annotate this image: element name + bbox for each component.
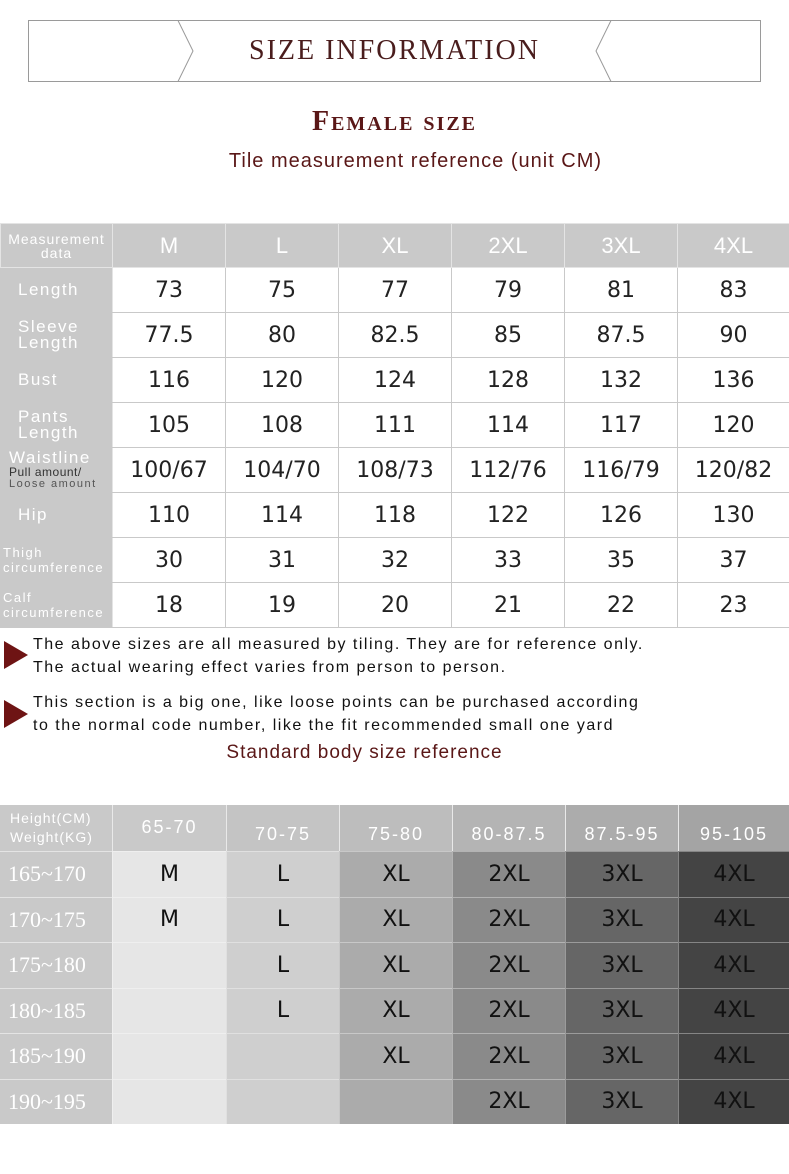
value-cell: 104/70 <box>226 448 339 493</box>
value-cell: 122 <box>452 493 565 538</box>
size-chart-cell: M <box>112 897 226 943</box>
size-chart-cell <box>226 1079 339 1125</box>
value-cell: 90 <box>678 313 789 358</box>
size-chart-cell: M <box>112 851 226 897</box>
value-cell: 32 <box>339 538 452 583</box>
value-cell: 130 <box>678 493 789 538</box>
value-cell: 124 <box>339 358 452 403</box>
size-information-banner <box>28 20 761 82</box>
value-cell: 126 <box>565 493 678 538</box>
size-chart-cell: L <box>226 942 339 988</box>
measurement-header-row <box>1 224 789 268</box>
value-cell: 80 <box>226 313 339 358</box>
row-label: Calf circumference <box>1 583 113 628</box>
note-line: The above sizes are all measured by tiling. They are for reference only. <box>33 636 644 653</box>
size-header: L <box>226 224 339 268</box>
value-cell: 118 <box>339 493 452 538</box>
size-chart-cell: 4XL <box>678 1079 789 1125</box>
height-row-header: 165~170 <box>0 851 112 897</box>
measurement-row-thigh <box>1 538 789 583</box>
value-cell: 20 <box>339 583 452 628</box>
size-chart-cell: 4XL <box>678 942 789 988</box>
value-cell: 111 <box>339 403 452 448</box>
size-chart-corner <box>0 805 112 851</box>
size-header: 3XL <box>565 224 678 268</box>
value-cell: 18 <box>113 583 226 628</box>
value-cell: 83 <box>678 268 789 313</box>
value-cell: 108 <box>226 403 339 448</box>
value-cell: 22 <box>565 583 678 628</box>
banner-title: SIZE INFORMATION <box>249 35 540 66</box>
row-label: Thigh circumference <box>1 538 113 583</box>
value-cell: 33 <box>452 538 565 583</box>
size-chart-cell: XL <box>339 1033 452 1079</box>
size-chart-cell: 2XL <box>452 942 565 988</box>
value-cell: 77.5 <box>113 313 226 358</box>
size-chart-cell: 4XL <box>678 988 789 1034</box>
value-cell: 73 <box>113 268 226 313</box>
measurement-row-sleeve <box>1 313 789 358</box>
value-cell: 120 <box>678 403 789 448</box>
size-chart-cell: 3XL <box>565 988 678 1034</box>
note-line: The actual wearing effect varies from person to person. <box>33 659 507 676</box>
row-label: Sleeve Length <box>1 313 113 358</box>
value-cell: 128 <box>452 358 565 403</box>
size-chart-cell <box>112 1033 226 1079</box>
value-cell: 132 <box>565 358 678 403</box>
size-header: XL <box>339 224 452 268</box>
weight-column-header: 80-87.5 <box>452 805 565 851</box>
size-chart-cell: 2XL <box>452 1079 565 1125</box>
corner-weight-label: Weight(KG) <box>10 829 93 845</box>
size-chart-cell: XL <box>339 988 452 1034</box>
value-cell: 136 <box>678 358 789 403</box>
size-chart-cell <box>226 1033 339 1079</box>
value-cell: 77 <box>339 268 452 313</box>
size-chart-cell: 2XL <box>452 1033 565 1079</box>
size-chart-cell <box>112 988 226 1034</box>
measurement-row-hip <box>1 493 789 538</box>
row-label: Length <box>1 268 113 313</box>
value-cell: 120 <box>226 358 339 403</box>
value-cell: 100/67 <box>113 448 226 493</box>
note-arrow-icon <box>4 700 28 728</box>
height-row-header: 185~190 <box>0 1033 112 1079</box>
measurement-row-bust <box>1 358 789 403</box>
value-cell: 19 <box>226 583 339 628</box>
size-chart-cell: 4XL <box>678 1033 789 1079</box>
waistline-sub1: Pull amount/ <box>9 465 82 479</box>
measurement-row-waistline <box>1 448 789 493</box>
measurement-row-pants <box>1 403 789 448</box>
size-chart-cell: 3XL <box>565 1079 678 1125</box>
size-chart-cell: 2XL <box>452 988 565 1034</box>
value-cell: 30 <box>113 538 226 583</box>
size-chart-cell: 3XL <box>565 1033 678 1079</box>
note-tiling <box>33 633 644 679</box>
waistline-label: Waistline <box>9 448 91 467</box>
size-header: 2XL <box>452 224 565 268</box>
value-cell: 114 <box>226 493 339 538</box>
size-chart-cell: XL <box>339 942 452 988</box>
standard-body-size-title: Standard body size reference <box>226 742 503 763</box>
size-chart-cell: L <box>226 897 339 943</box>
size-chart-cell: 4XL <box>678 897 789 943</box>
size-chart-cell: 3XL <box>565 851 678 897</box>
value-cell: 79 <box>452 268 565 313</box>
size-chart-cell: XL <box>339 897 452 943</box>
value-cell: 116 <box>113 358 226 403</box>
row-label <box>1 448 113 493</box>
value-cell: 112/76 <box>452 448 565 493</box>
size-chart-cell: 2XL <box>452 897 565 943</box>
note-line: This section is a big one, like loose points can be purchased according <box>33 694 640 711</box>
note-arrow-icon <box>4 641 28 669</box>
value-cell: 108/73 <box>339 448 452 493</box>
value-cell: 117 <box>565 403 678 448</box>
size-chart-cell: 3XL <box>565 897 678 943</box>
waistline-sub2: Loose amount <box>9 478 97 490</box>
value-cell: 21 <box>452 583 565 628</box>
weight-column-header: 75-80 <box>339 805 452 851</box>
height-row-header: 170~175 <box>0 897 112 943</box>
corner-height-label: Height(CM) <box>10 810 92 826</box>
value-cell: 23 <box>678 583 789 628</box>
row-label: Pants Length <box>1 403 113 448</box>
value-cell: 116/79 <box>565 448 678 493</box>
value-cell: 105 <box>113 403 226 448</box>
female-size-title: Female size <box>311 106 478 137</box>
size-chart-cell: 4XL <box>678 851 789 897</box>
size-header: 4XL <box>678 224 789 268</box>
note-line: to the normal code number, like the fit recommended small one yard <box>33 717 615 734</box>
size-chart-cell: XL <box>339 851 452 897</box>
value-cell: 81 <box>565 268 678 313</box>
size-chart-cell <box>112 942 226 988</box>
value-cell: 110 <box>113 493 226 538</box>
unit-subtitle: Tile measurement reference (unit CM) <box>228 150 603 172</box>
size-chart-cell: 3XL <box>565 942 678 988</box>
value-cell: 35 <box>565 538 678 583</box>
weight-column-header: 70-75 <box>226 805 339 851</box>
value-cell: 31 <box>226 538 339 583</box>
row-label: Bust <box>1 358 113 403</box>
size-chart-cell <box>339 1079 452 1125</box>
measurement-row-calf <box>1 583 789 628</box>
weight-column-header: 65-70 <box>112 805 226 851</box>
height-row-header: 190~195 <box>0 1079 112 1125</box>
measurement-corner-label: Measurement data <box>1 224 113 268</box>
value-cell: 87.5 <box>565 313 678 358</box>
size-chart-cell: L <box>226 851 339 897</box>
size-chart-cell <box>112 1079 226 1125</box>
value-cell: 114 <box>452 403 565 448</box>
size-chart-cell: 2XL <box>452 851 565 897</box>
note-loose-points <box>33 691 639 737</box>
value-cell: 37 <box>678 538 789 583</box>
value-cell: 120/82 <box>678 448 789 493</box>
weight-column-header: 95-105 <box>678 805 789 851</box>
row-label: Hip <box>1 493 113 538</box>
measurement-row-length <box>1 268 789 313</box>
measurement-table <box>0 223 789 628</box>
value-cell: 82.5 <box>339 313 452 358</box>
weight-column-header: 87.5-95 <box>565 805 678 851</box>
value-cell: 85 <box>452 313 565 358</box>
height-row-header: 180~185 <box>0 988 112 1034</box>
size-chart-cell: L <box>226 988 339 1034</box>
size-header: M <box>113 224 226 268</box>
height-row-header: 175~180 <box>0 942 112 988</box>
value-cell: 75 <box>226 268 339 313</box>
